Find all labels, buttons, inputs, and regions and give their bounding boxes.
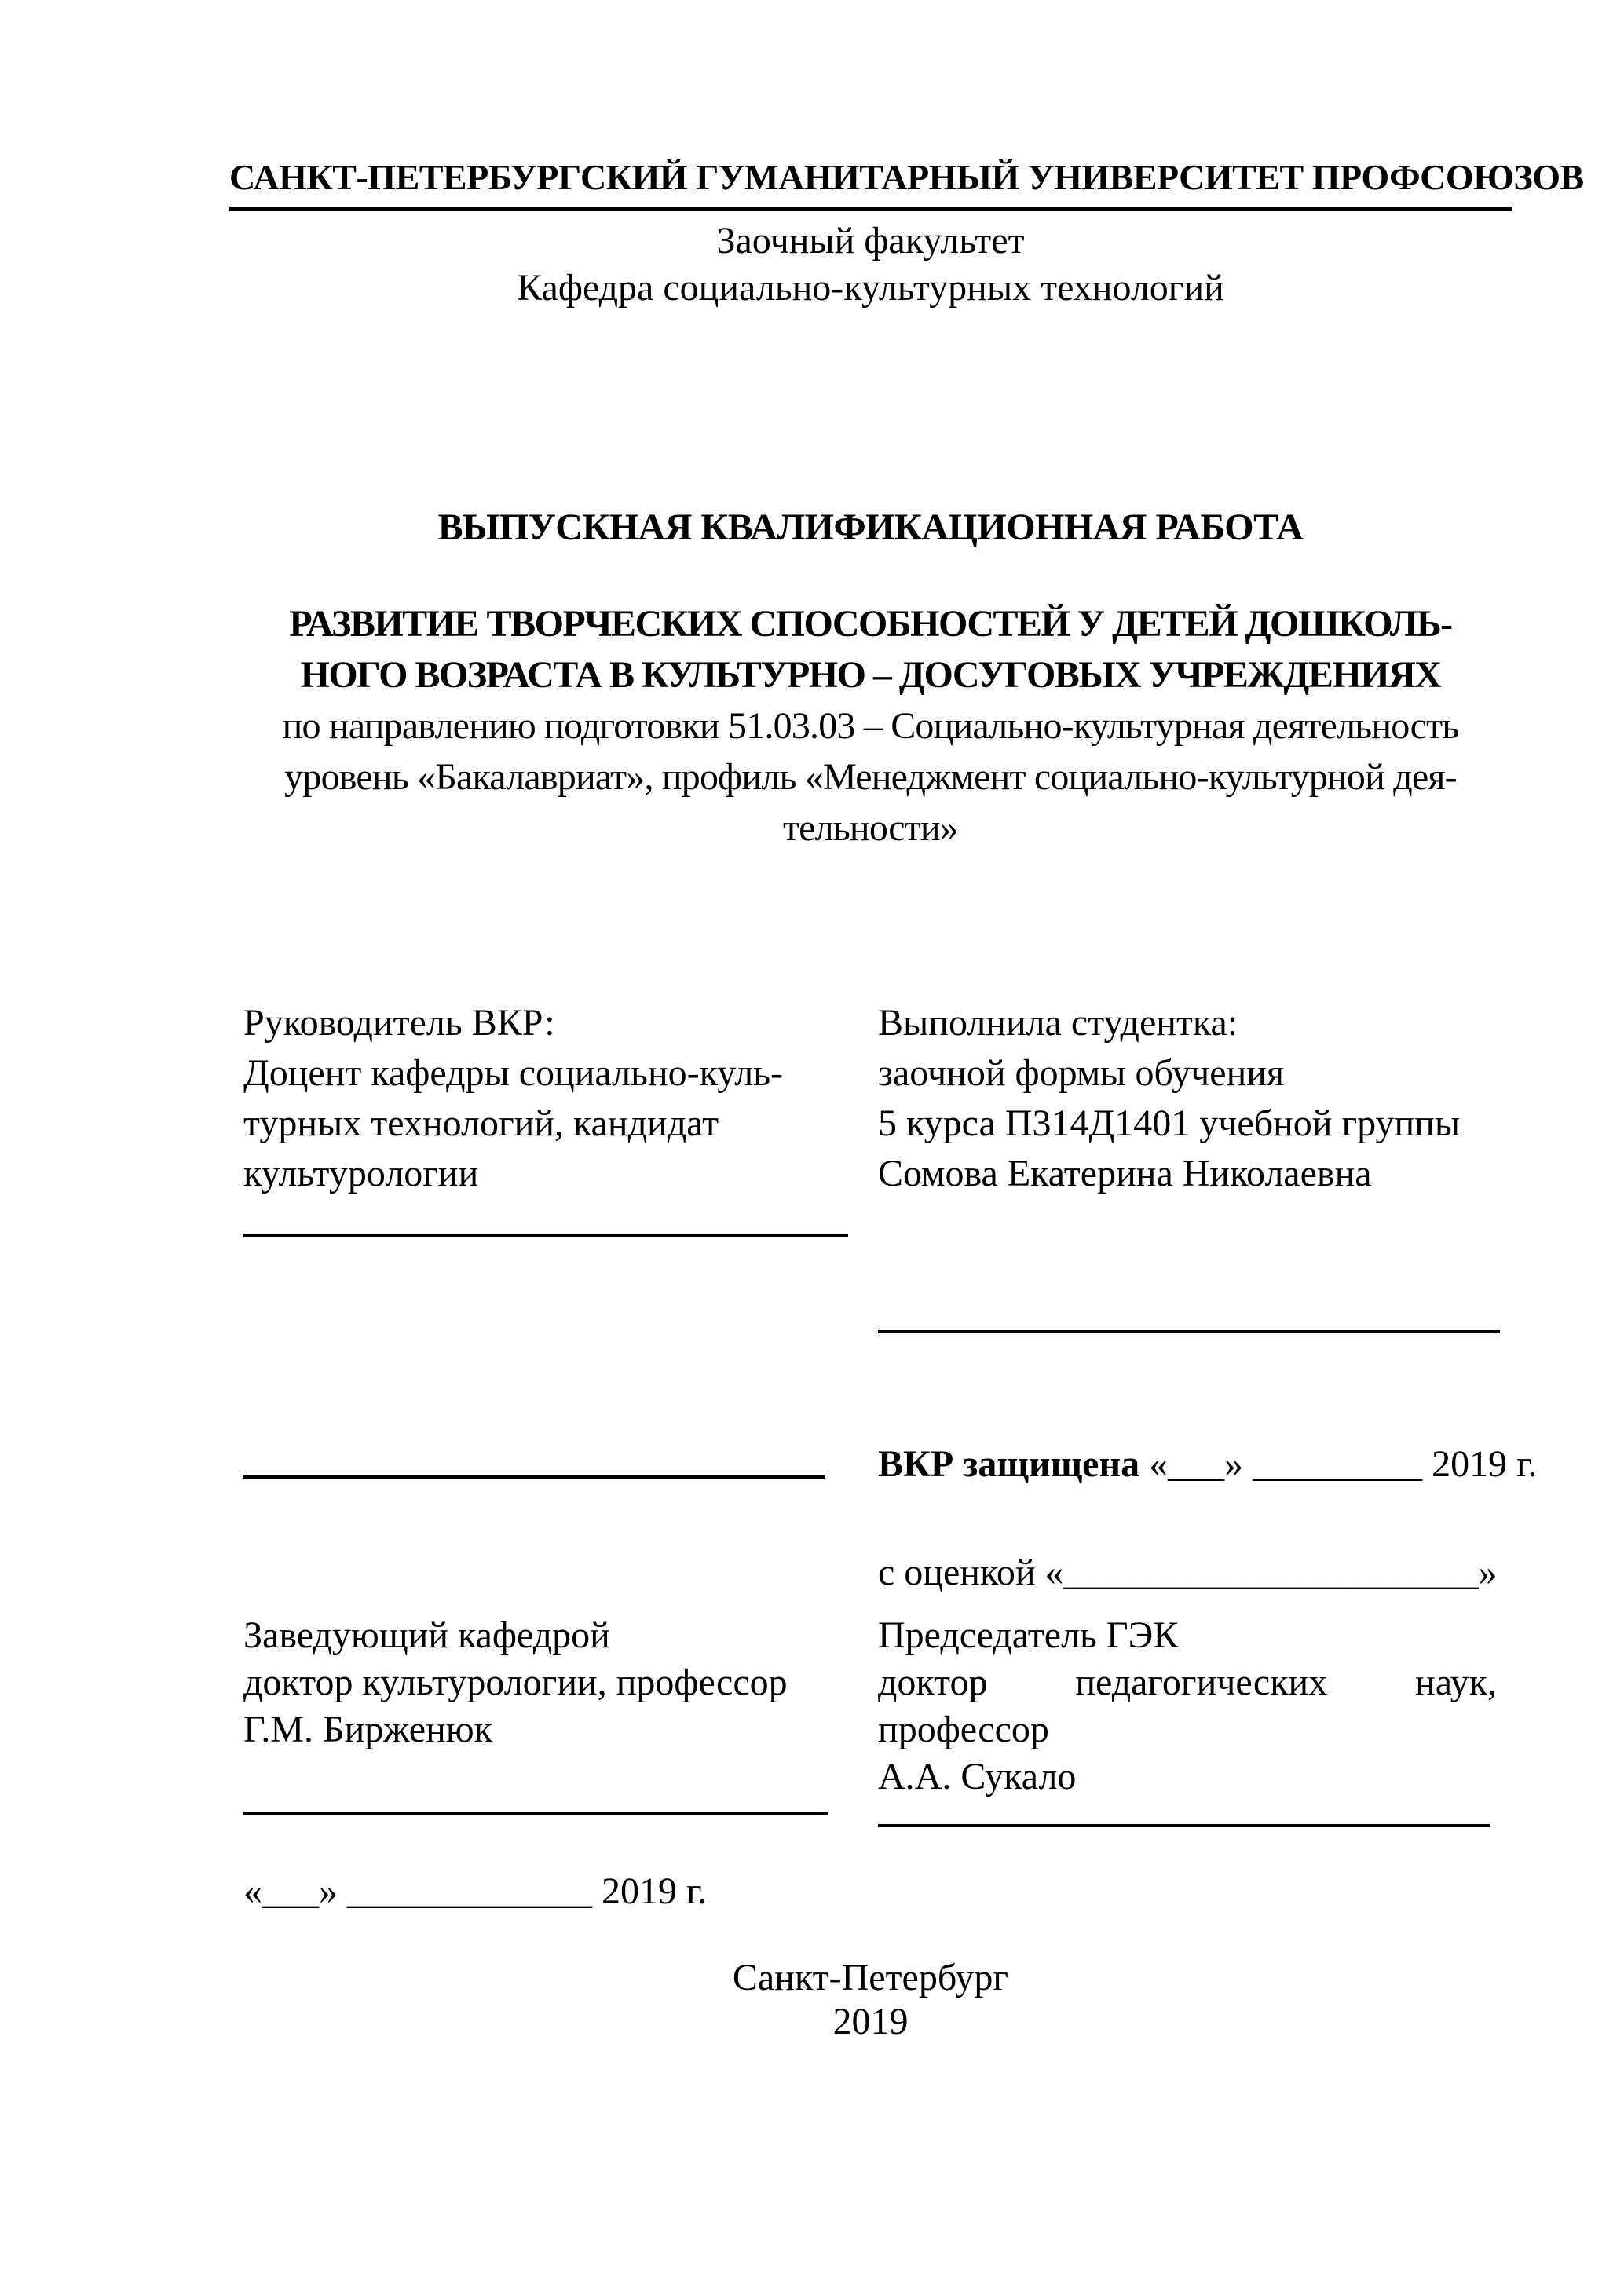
head-line-3: Г.М. Бирженюк: [243, 1709, 492, 1750]
thesis-title-line-2: НОГО ВОЗРАСТА В КУЛЬТУРНО – ДОСУГОВЫХ УЧРЕЖДЕНИЯХ: [300, 654, 1441, 696]
chair-line-2-word-1: доктор: [878, 1662, 988, 1703]
supervisor-label: Руководитель ВКР:: [243, 1002, 555, 1044]
student-block: [878, 998, 1514, 1199]
chair-line-4: А.А. Сукало: [878, 1756, 1077, 1797]
thesis-title-line-1: РАЗВИТИЕ ТВОРЧЕСКИХ СПОСОБНОСТЕЙ У ДЕТЕЙ ДОШКОЛЬ-: [289, 603, 1452, 645]
program-line-1: по направлению подготовки 51.03.03 – Социально-культурная деятельность: [282, 705, 1459, 747]
footer-city: Санкт-Петербург: [732, 1957, 1009, 1998]
student-label: Выполнила студентка:: [878, 1002, 1238, 1044]
chair-line-2-word-2: педагогических: [1075, 1662, 1328, 1703]
defense-label-bold: ВКР защищена: [878, 1443, 1140, 1485]
faculty-name: Заочный факультет: [716, 220, 1025, 261]
chair-line-1: Председатель ГЭК: [878, 1614, 1179, 1656]
chair-line-3: профессор: [878, 1709, 1049, 1750]
student-line-2: 5 курса П314Д1401 учебной группы: [878, 1102, 1461, 1144]
signature-line-head: [243, 1812, 828, 1815]
footer-year: 2019: [832, 2001, 909, 2042]
student-line-3: Сомова Екатерина Николаевна: [878, 1153, 1372, 1194]
signature-line-left-2: [243, 1475, 825, 1479]
program-line-2: уровень «Бакалавриат», профиль «Менеджмент социально-культурной дея-: [284, 756, 1457, 798]
head-line-2: доктор культурологии, профессор: [243, 1662, 788, 1703]
defense-date-blanks: «___» _________ 2019 г.: [1139, 1443, 1538, 1485]
program-line-3: тельности»: [783, 807, 958, 849]
chair-line-2: [878, 1659, 1497, 1706]
thesis-title-block: [229, 598, 1512, 854]
supervisor-line-2: турных технологий, кандидат: [243, 1102, 719, 1144]
supervisor-block: [243, 998, 880, 1199]
university-name: САНКТ-ПЕТЕРБУРГСКИЙ ГУМАНИТАРНЫЙ УНИВЕРСИТЕТ ПРОФСОЮЗОВ: [229, 155, 1512, 211]
chair-line-2-word-3: наук,: [1415, 1662, 1497, 1703]
department-name: Кафедра социально-культурных технологий: [517, 267, 1224, 309]
work-type-heading: ВЫПУСКНАЯ КВАЛИФИКАЦИОННАЯ РАБОТА: [437, 506, 1304, 548]
defense-date-line: [878, 1442, 1537, 1486]
supervisor-line-1: Доцент кафедры социально-куль-: [243, 1052, 784, 1094]
head-line-1: Заведующий кафедрой: [243, 1614, 610, 1656]
gek-chair-block: [878, 1612, 1497, 1801]
signature-line-student: [878, 1330, 1500, 1333]
student-line-1: заочной формы обучения: [878, 1052, 1285, 1094]
grade-line: с оценкой «______________________»: [878, 1552, 1498, 1593]
head-date-line: «___» _____________ 2019 г.: [243, 1870, 708, 1912]
head-of-department-block: [243, 1612, 880, 1753]
signature-line-chair: [878, 1824, 1490, 1827]
signature-line-supervisor: [243, 1234, 848, 1237]
supervisor-line-3: культурологии: [243, 1153, 479, 1194]
